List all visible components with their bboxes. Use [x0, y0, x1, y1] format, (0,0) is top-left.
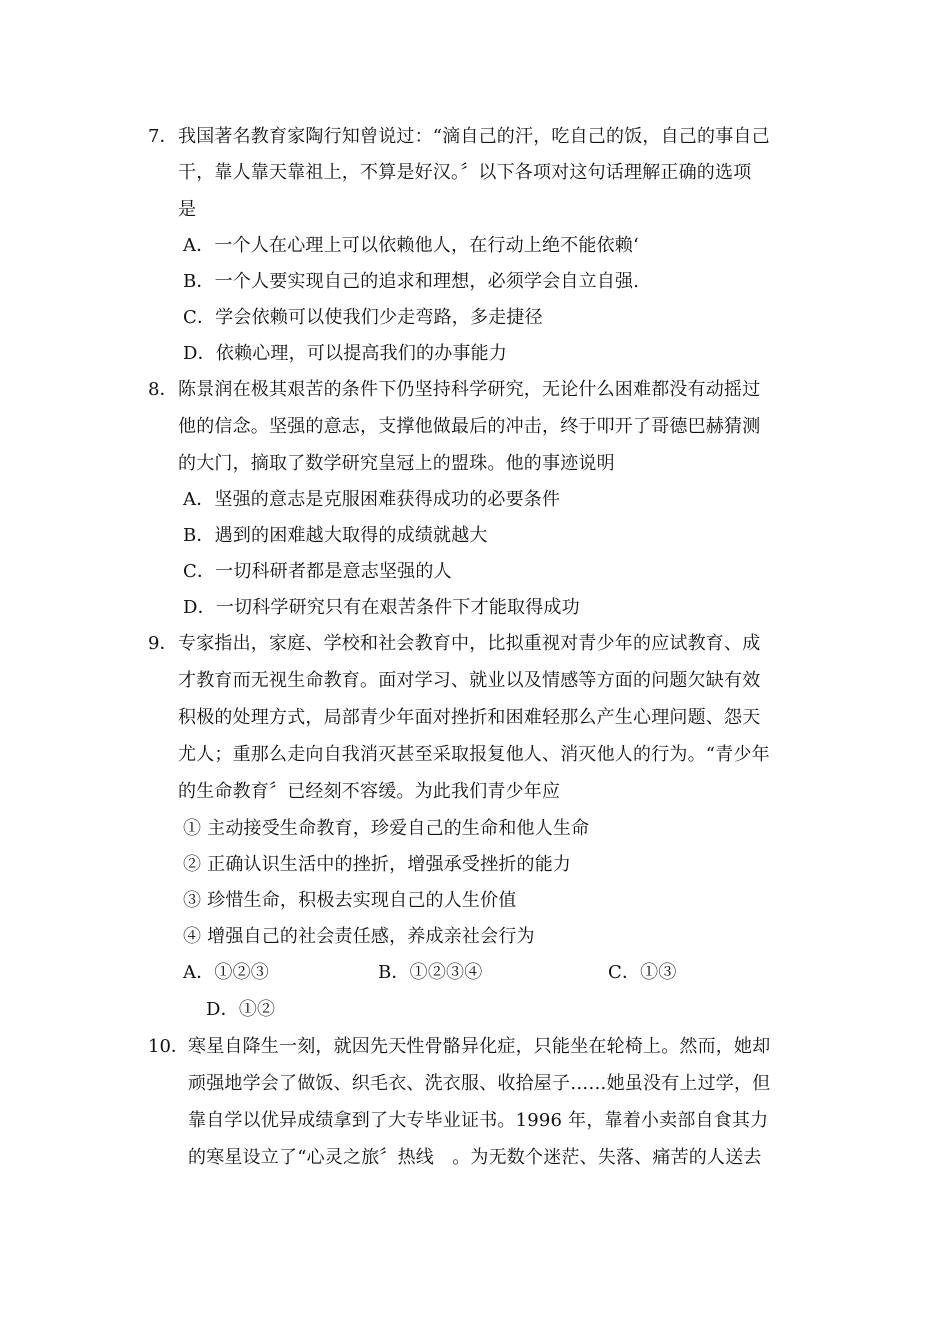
question-text-line: 专家指出，家庭、学校和社会教育中，比拟重视对青少年的应试教育、成: [178, 633, 761, 654]
question-text-line: 靠自学以优异成绩拿到了大专毕业证书。1996 年，靠着小卖部自食其力: [188, 1110, 769, 1131]
question-text-line: 尤人；重那么走向自我消灭甚至采取报复他人、消灭他人的行为。“青少年: [178, 744, 770, 765]
question-text-line: 我国著名教育家陶行知曾说过：“滴自己的汗，吃自己的饭，自己的事自己: [178, 126, 770, 147]
question-text-line: 积极的处理方式，局部青少年面对挫折和困难轻那么产生心理问题、怨天: [178, 707, 761, 728]
statement-item: ③ 珍惜生命，积极去实现自己的人生价值: [183, 890, 517, 911]
answer-choice: B．①②③④: [378, 962, 483, 983]
answer-option: A．一个人在心理上可以依赖他人，在行动上绝不能依赖‘: [183, 235, 639, 256]
question-number: 10．: [148, 1036, 189, 1057]
answer-option: A．坚强的意志是克服困难获得成功的必要条件: [183, 489, 561, 510]
question-number: 9．: [148, 633, 178, 654]
statement-item: ④ 增强自己的社会责任感，养成亲社会行为: [183, 926, 535, 947]
question-text-line: 的生命教育〞已经刻不容缓。为此我们青少年应: [178, 781, 561, 802]
question-text-line: 的寒星设立了“心灵之旅〞热线 。为无数个迷茫、失落、痛苦的人送去: [188, 1147, 762, 1168]
question-text-line: 顽强地学会了做饭、织毛衣、洗衣服、收拾屋子……她虽没有上过学，但: [188, 1073, 771, 1094]
answer-option: C．学会依赖可以使我们少走弯路，多走捷径: [183, 307, 543, 328]
question-text-line: 的大门，摘取了数学研究皇冠上的盟珠。他的事迹说明: [178, 453, 615, 474]
answer-option: B．遇到的困难越大取得的成绩就越大: [183, 525, 488, 546]
question-text-line: 干，靠人靠天靠祖上，不算是好汉。〞以下各项对这句话理解正确的选项: [178, 162, 752, 183]
question-text-line: 陈景润在极其艰苦的条件下仍坚持科学研究，无论什么困难都没有动摇过: [178, 379, 761, 400]
answer-option: D．依赖心理，可以提高我们的办事能力: [183, 343, 508, 364]
question-text-line: 是: [178, 199, 197, 220]
answer-option: D．一切科学研究只有在艰苦条件下才能取得成功: [183, 597, 580, 618]
question-text-line: 寒星自降生一刻，就因先天性骨骼异化症，只能坐在轮椅上。然而，她却: [188, 1036, 771, 1057]
question-number: 8．: [148, 379, 178, 400]
question-text-line: 他的信念。坚强的意志，支撑他做最后的冲击，终于叩开了哥德巴赫猜测: [178, 416, 761, 437]
statement-item: ② 正确认识生活中的挫折，增强承受挫折的能力: [183, 854, 572, 875]
answer-choice: D．①②: [206, 999, 276, 1020]
answer-choice: A．①②③: [183, 962, 269, 983]
answer-choice: C．①③: [608, 962, 677, 983]
question-number: 7．: [148, 126, 178, 147]
answer-option: C．一切科研者都是意志坚强的人: [183, 561, 452, 582]
statement-item: ① 主动接受生命教育，珍爱自己的生命和他人生命: [183, 818, 590, 839]
answer-option: B．一个人要实现自己的追求和理想，必须学会自立自强.: [183, 271, 640, 292]
question-text-line: 才教育而无视生命教育。面对学习、就业以及情感等方面的问题欠缺有效: [178, 670, 761, 691]
